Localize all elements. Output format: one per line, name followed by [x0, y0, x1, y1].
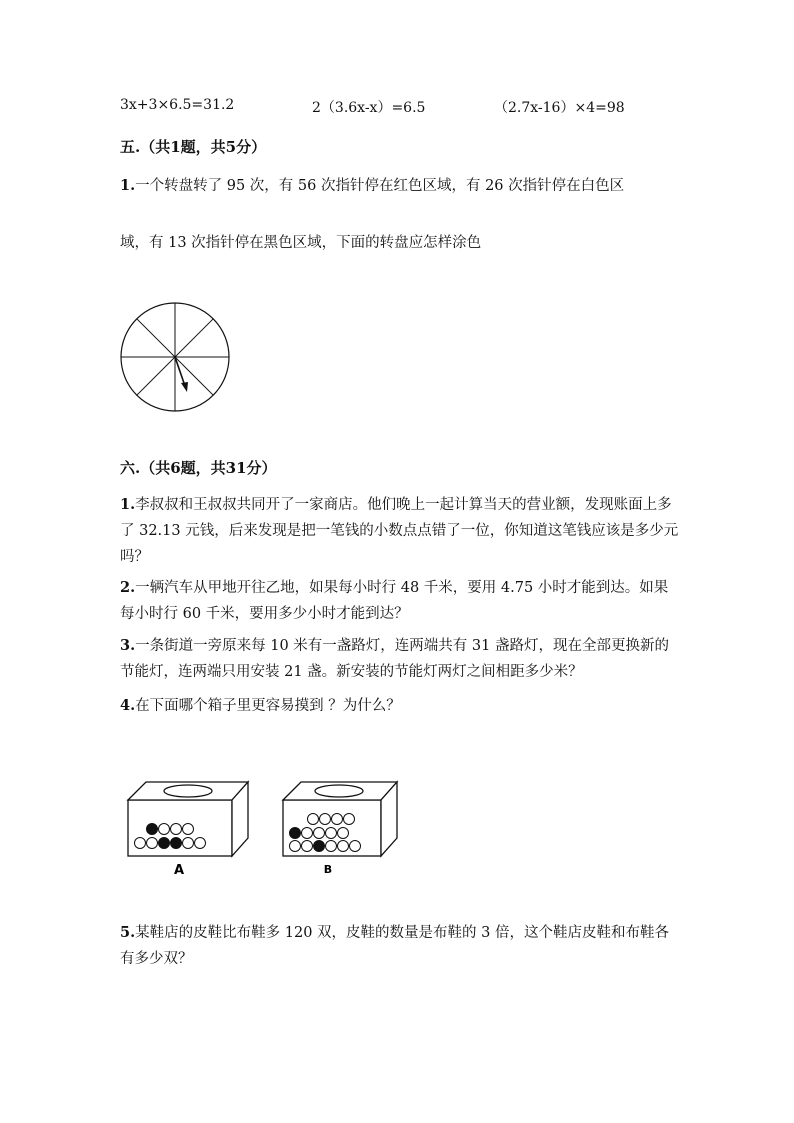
equation-3: （2.7x-16）×4=98 — [494, 100, 625, 116]
question-text: 李叔叔和王叔叔共同开了一家商店。他们晚上一起计算当天的营业额，发现账面上多了 32.13 元钱，后来发现是把一笔钱的小数点点错了一位，你知道这笔钱应该是多少元吗？ — [120, 497, 679, 565]
white-ball — [159, 824, 170, 835]
white-ball — [135, 838, 146, 849]
white-ball — [302, 841, 313, 852]
black-ball — [314, 841, 325, 852]
boxes-diagram — [125, 778, 415, 880]
white-ball — [344, 814, 355, 825]
white-ball — [302, 828, 313, 839]
s6-question-4 — [120, 693, 680, 719]
black-ball — [171, 838, 182, 849]
pointer-arrow-icon — [181, 382, 188, 392]
question-number: 5. — [120, 924, 136, 941]
box-a-label: A — [173, 863, 185, 878]
black-ball — [159, 838, 170, 849]
box-opening — [164, 785, 212, 797]
white-ball — [320, 814, 331, 825]
box-a — [128, 782, 248, 856]
equation-2: 2（3.6x-x）=6.5 — [312, 100, 426, 116]
white-ball — [147, 838, 158, 849]
box-opening — [315, 785, 363, 797]
question-text: 某鞋店的皮鞋比布鞋多 120 双，皮鞋的数量是布鞋的 3 倍，这个鞋店皮鞋和布鞋各有多少双？ — [120, 925, 669, 967]
question-text: 一辆汽车从甲地开往乙地，如果每小时行 48 千米，要用 4.75 小时才能到达。如果每小时行 60 千米，要用多少小时才能到达？ — [120, 580, 669, 622]
white-ball — [332, 814, 343, 825]
white-ball — [338, 841, 349, 852]
white-ball — [290, 841, 301, 852]
white-ball — [183, 824, 194, 835]
s5-question-1-line2: 域，有 13 次指针停在黑色区域，下面的转盘应怎样涂色 — [120, 235, 482, 251]
question-text: 一个转盘转了 95 次，有 56 次指针停在红色区域，有 26 次指针停在白色区 — [135, 178, 625, 194]
question-text: 在下面哪个箱子里更容易摸到 ？为什么？ — [135, 698, 401, 714]
spinner-diagram — [118, 300, 234, 416]
white-ball — [326, 828, 337, 839]
s6-question-3 — [120, 633, 680, 685]
white-ball — [183, 838, 194, 849]
white-ball — [171, 824, 182, 835]
white-ball — [314, 828, 325, 839]
white-ball — [326, 841, 337, 852]
question-number: 4. — [120, 697, 136, 714]
white-ball — [195, 838, 206, 849]
black-ball — [147, 824, 158, 835]
section-5-title: 五.（共1题，共5分） — [120, 138, 267, 156]
box-b-label: B — [323, 863, 333, 876]
s5-question-1-line1 — [120, 173, 680, 199]
s6-question-2 — [120, 575, 680, 627]
white-ball — [338, 828, 349, 839]
section-6-title: 六.（共6题，共31分） — [120, 459, 277, 477]
s6-question-5 — [120, 920, 680, 972]
black-ball — [290, 828, 301, 839]
box-b — [283, 782, 397, 856]
question-number: 1. — [120, 177, 136, 194]
question-number: 3. — [120, 637, 136, 654]
question-number: 2. — [120, 579, 136, 596]
s6-question-1 — [120, 492, 680, 570]
white-ball — [350, 841, 361, 852]
question-text: 一条街道一旁原来每 10 米有一盏路灯，连两端共有 31 盏路灯，现在全部更换新的节能灯，连两端只用安装 21 盏。新安装的节能灯两灯之间相距多少米？ — [120, 638, 669, 680]
question-number: 1. — [120, 496, 136, 513]
white-ball — [308, 814, 319, 825]
equation-1: 3x+3×6.5=31.2 — [120, 97, 235, 113]
